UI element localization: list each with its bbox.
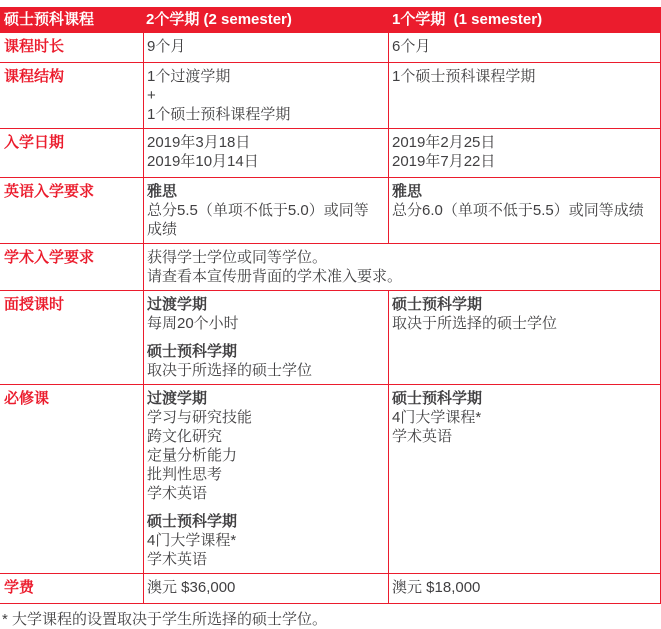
cell-line: 2019年7月22日 xyxy=(392,153,496,170)
row-cell-one-semester xyxy=(388,63,660,128)
row-cell-one-semester xyxy=(388,33,660,62)
program-comparison-table xyxy=(0,7,661,604)
row-label: 英语入学要求 xyxy=(4,183,95,200)
row-label: 课程结构 xyxy=(4,68,65,85)
cell-line: 过渡学期 xyxy=(147,296,208,313)
row-cell-one-semester xyxy=(388,178,660,243)
cell-line: 取决于所选择的硕士学位 xyxy=(147,362,313,379)
row-cell-one-semester xyxy=(388,574,660,603)
row-cell-one-semester xyxy=(388,385,660,573)
row-label: 面授课时 xyxy=(4,296,65,313)
cell-line: 雅思 xyxy=(392,183,423,200)
cell-line: 学习与研究技能 xyxy=(147,409,253,426)
cell-line: 跨文化研究 xyxy=(147,428,223,445)
table-row xyxy=(0,33,661,63)
cell-line: 硕士预科学期 xyxy=(147,343,238,360)
row-label: 必修课 xyxy=(4,390,50,407)
table-row xyxy=(0,244,661,291)
cell-line: 1个过渡学期 xyxy=(147,68,231,85)
row-cell-two-semester xyxy=(143,129,388,177)
table-body xyxy=(0,33,661,604)
table-row xyxy=(0,385,661,574)
cell-line: 定量分析能力 xyxy=(147,447,238,464)
row-cell-two-semester xyxy=(143,385,388,573)
cell-line: 2019年10月14日 xyxy=(147,153,259,170)
row-cell-one-semester xyxy=(388,291,660,384)
table-row xyxy=(0,178,661,244)
row-label: 学术入学要求 xyxy=(4,249,95,266)
row-label: 学费 xyxy=(4,579,35,596)
cell-line: 硕士预科学期 xyxy=(392,390,483,407)
cell-line: 2019年2月25日 xyxy=(392,134,496,151)
cell-line: 6个月 xyxy=(392,38,431,55)
row-cell-two-semester xyxy=(143,291,388,384)
cell-line: 4门大学课程* xyxy=(392,409,482,426)
cell-gap xyxy=(147,333,382,342)
cell-line: 学术英语 xyxy=(392,428,453,445)
cell-line: 批判性思考 xyxy=(147,466,223,483)
cell-line: 9个月 xyxy=(147,38,186,55)
cell-line: 请查看本宣传册背面的学术准入要求。 xyxy=(147,268,403,285)
row-cell-two-semester xyxy=(143,574,388,603)
cell-line: 总分5.5（单项不低于5.0）或同等成绩 xyxy=(147,202,369,238)
cell-line: 每周20个小时 xyxy=(147,315,239,332)
cell-line: 硕士预科学期 xyxy=(392,296,483,313)
cell-line: 过渡学期 xyxy=(147,390,208,407)
table-header-row xyxy=(0,7,661,33)
cell-line: + xyxy=(147,87,156,104)
table-row xyxy=(0,63,661,129)
cell-line: 获得学士学位或同等学位。 xyxy=(147,249,328,266)
row-cell-two-semester xyxy=(143,178,388,243)
footnote: * 大学课程的设置取决于学生所选择的硕士学位。 xyxy=(2,611,328,628)
header-two-semester: 2个学期 (2 semester) xyxy=(146,11,292,28)
cell-line: 1个硕士预科课程学期 xyxy=(147,106,291,123)
row-cell-span xyxy=(143,244,660,290)
row-label: 入学日期 xyxy=(4,134,65,151)
cell-line: 学术英语 xyxy=(147,485,208,502)
cell-gap xyxy=(147,503,382,512)
table-row xyxy=(0,574,661,604)
brochure-table-page xyxy=(0,7,661,628)
table-row xyxy=(0,291,661,385)
cell-line: 1个硕士预科课程学期 xyxy=(392,68,536,85)
cell-line: 硕士预科学期 xyxy=(147,513,238,530)
cell-line: 4门大学课程* xyxy=(147,532,237,549)
header-one-semester: 1个学期 (1 semester) xyxy=(392,11,543,28)
row-cell-two-semester xyxy=(143,33,388,62)
cell-line: 2019年3月18日 xyxy=(147,134,251,151)
row-label: 课程时长 xyxy=(4,38,65,55)
row-cell-one-semester xyxy=(388,129,660,177)
header-program-title: 硕士预科课程 xyxy=(4,11,95,28)
table-row xyxy=(0,129,661,178)
cell-line: 澳元 $18,000 xyxy=(392,579,481,596)
cell-line: 雅思 xyxy=(147,183,178,200)
cell-line: 取决于所选择的硕士学位 xyxy=(392,315,558,332)
cell-line: 总分6.0（单项不低于5.5）或同等成绩 xyxy=(392,202,644,219)
cell-line: 澳元 $36,000 xyxy=(147,579,236,596)
cell-line: 学术英语 xyxy=(147,551,208,568)
row-cell-two-semester xyxy=(143,63,388,128)
